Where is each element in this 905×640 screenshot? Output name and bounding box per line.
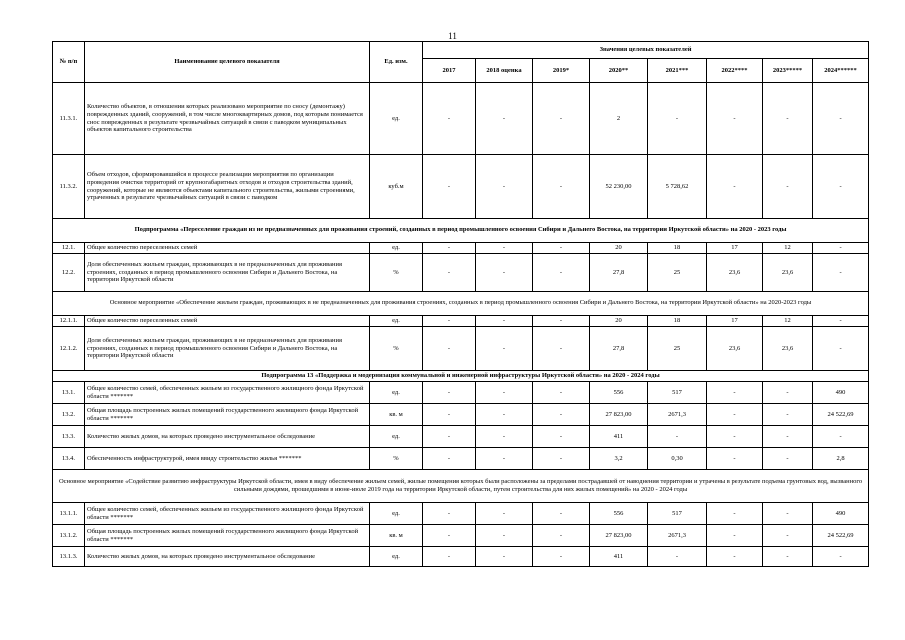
value-cell: - [707, 503, 763, 525]
value-cell: - [423, 155, 476, 219]
indicator-name: Общая площадь построенных жилых помещений государственного жилищного фонда Иркутской области ******* [85, 404, 370, 426]
section-row [53, 470, 869, 503]
indicator-name: Общее количество семей, обеспеченных жильем из государственного жилищного фонда Иркутской области ******* [85, 503, 370, 525]
value-cell: 27 823,00 [590, 525, 648, 547]
row-number: 11.3.1. [53, 83, 85, 155]
table-row [53, 327, 869, 371]
value-cell: - [423, 316, 476, 327]
value-cell: - [423, 426, 476, 448]
value-cell: - [707, 525, 763, 547]
value-cell: 25 [648, 327, 707, 371]
value-cell: - [533, 525, 590, 547]
year-header: 2018 оценка [476, 59, 533, 83]
value-cell: 23,6 [763, 327, 813, 371]
row-number: 12.1.1. [53, 316, 85, 327]
value-cell: - [763, 382, 813, 404]
section-title: Основное мероприятие «Обеспечение жильем граждан, проживающих в не предназначенных для проживания строениях, созданных в период промышленного освоения Сибири и Дальнего Востока, на территории Иркутской области» на 2020-2023 годы [53, 292, 869, 316]
value-cell: - [423, 448, 476, 470]
value-cell: - [707, 448, 763, 470]
value-cell: 27,8 [590, 327, 648, 371]
table-row [53, 243, 869, 254]
value-cell: 411 [590, 426, 648, 448]
value-cell: - [813, 316, 869, 327]
value-cell: 20 [590, 243, 648, 254]
value-cell: - [813, 243, 869, 254]
row-number: 12.1. [53, 243, 85, 254]
value-cell: - [763, 155, 813, 219]
value-cell: - [707, 382, 763, 404]
value-cell: - [813, 155, 869, 219]
year-header: 2019* [533, 59, 590, 83]
value-cell: - [813, 254, 869, 292]
targets-table [52, 41, 869, 567]
value-cell: 20 [590, 316, 648, 327]
value-cell: - [533, 155, 590, 219]
indicator-name: Общее количество семей, обеспеченных жильем из государственного жилищного фонда Иркутской области ******* [85, 382, 370, 404]
value-cell: 24 522,69 [813, 525, 869, 547]
value-cell: - [476, 503, 533, 525]
value-cell: - [763, 404, 813, 426]
value-cell: - [763, 426, 813, 448]
table-body [53, 83, 869, 567]
section-row [53, 292, 869, 316]
value-cell: - [423, 243, 476, 254]
value-cell: 52 230,00 [590, 155, 648, 219]
values-group-header: Значения целевых показателей [423, 42, 869, 59]
section-title: Основное мероприятие «Содействие развитию инфраструктуры Иркутской области, имея в виду обеспечение жильем семей, жилые помещения которых были расположены за пределами пострадавшей от наводнения территории и утрачены в результате подъема грунтовых вод, вызванного сильными дождями, прошедшими в июне-июле 2019 года на территории Иркутской области, путем строительства для них жилых помещений» на 2020 - 2024 годы [53, 470, 869, 503]
row-number: 13.1.1. [53, 503, 85, 525]
table-row [53, 426, 869, 448]
value-cell: 517 [648, 503, 707, 525]
value-cell: - [648, 547, 707, 567]
value-cell: 27,8 [590, 254, 648, 292]
value-cell: 5 728,62 [648, 155, 707, 219]
row-number: 13.3. [53, 426, 85, 448]
value-cell: 27 823,00 [590, 404, 648, 426]
value-cell: - [533, 382, 590, 404]
unit-cell: ед. [370, 243, 423, 254]
value-cell: - [476, 243, 533, 254]
value-cell: - [533, 503, 590, 525]
value-cell: - [533, 404, 590, 426]
row-number: 12.1.2. [53, 327, 85, 371]
unit-cell: кв. м [370, 525, 423, 547]
value-cell: 12 [763, 316, 813, 327]
row-number: 13.1.2. [53, 525, 85, 547]
row-number: 12.2. [53, 254, 85, 292]
row-number: 11.3.2. [53, 155, 85, 219]
value-cell: - [813, 327, 869, 371]
section-row [53, 371, 869, 382]
unit-cell: ед. [370, 547, 423, 567]
col-num-header: № п/п [53, 42, 85, 83]
table-row [53, 155, 869, 219]
value-cell: - [707, 83, 763, 155]
year-header: 2020** [590, 59, 648, 83]
row-number: 13.2. [53, 404, 85, 426]
value-cell: - [423, 83, 476, 155]
value-cell: - [476, 404, 533, 426]
value-cell: - [423, 254, 476, 292]
value-cell: 17 [707, 243, 763, 254]
value-cell: 18 [648, 243, 707, 254]
indicator-name: Количество жилых домов, на которых проведено инструментальное обследование [85, 426, 370, 448]
value-cell: - [763, 448, 813, 470]
value-cell: - [476, 254, 533, 292]
unit-cell: кв. м [370, 404, 423, 426]
value-cell: - [423, 382, 476, 404]
indicator-name: Общее количество переселенных семей [85, 243, 370, 254]
unit-cell: куб.м [370, 155, 423, 219]
unit-cell: % [370, 448, 423, 470]
table-row [53, 448, 869, 470]
value-cell: 0,30 [648, 448, 707, 470]
value-cell: - [423, 525, 476, 547]
value-cell: - [533, 316, 590, 327]
value-cell: - [533, 426, 590, 448]
value-cell: 23,6 [763, 254, 813, 292]
value-cell: - [423, 547, 476, 567]
value-cell: 17 [707, 316, 763, 327]
value-cell: - [533, 448, 590, 470]
value-cell: - [476, 547, 533, 567]
value-cell: - [423, 503, 476, 525]
value-cell: 556 [590, 503, 648, 525]
value-cell: 2671,3 [648, 404, 707, 426]
table-row [53, 382, 869, 404]
row-number: 13.1.3. [53, 547, 85, 567]
value-cell: 25 [648, 254, 707, 292]
unit-cell: % [370, 327, 423, 371]
value-cell: - [533, 327, 590, 371]
value-cell: 517 [648, 382, 707, 404]
unit-cell: % [370, 254, 423, 292]
table-row [53, 254, 869, 292]
indicator-name: Доля обеспеченных жильем граждан, проживающих в не предназначенных для проживания строениях, созданных в период промышленного освоения Сибири и Дальнего Востока, на территории Иркутской области [85, 254, 370, 292]
value-cell: - [763, 547, 813, 567]
value-cell: 2671,3 [648, 525, 707, 547]
value-cell: 2 [590, 83, 648, 155]
value-cell: - [476, 382, 533, 404]
value-cell: - [476, 83, 533, 155]
section-row [53, 219, 869, 243]
row-number: 13.4. [53, 448, 85, 470]
value-cell: 3,2 [590, 448, 648, 470]
year-header: 2021*** [648, 59, 707, 83]
value-cell: 18 [648, 316, 707, 327]
row-number: 13.1. [53, 382, 85, 404]
section-title: Подпрограмма 13 «Поддержка и модернизация коммунальной и инженерной инфраструктуры Иркутской области» на 2020 - 2024 годы [53, 371, 869, 382]
value-cell: - [476, 316, 533, 327]
table-row [53, 525, 869, 547]
value-cell: - [813, 426, 869, 448]
value-cell: - [423, 327, 476, 371]
unit-cell: ед. [370, 503, 423, 525]
value-cell: - [707, 404, 763, 426]
col-unit-header: Ед. изм. [370, 42, 423, 83]
table-row [53, 316, 869, 327]
value-cell: - [476, 155, 533, 219]
value-cell: - [707, 155, 763, 219]
value-cell: - [763, 83, 813, 155]
value-cell: - [476, 448, 533, 470]
value-cell: 24 522,69 [813, 404, 869, 426]
year-header: 2023***** [763, 59, 813, 83]
value-cell: 23,6 [707, 327, 763, 371]
value-cell: - [476, 426, 533, 448]
section-title: Подпрограмма «Переселение граждан из не предназначенных для проживания строений, созданных в период промышленного освоения Сибири и Дальнего Востока, на территории Иркутской области» на 2020 - 2023 годы [53, 219, 869, 243]
value-cell: - [533, 254, 590, 292]
value-cell: - [423, 404, 476, 426]
indicator-name: Количество жилых домов, на которых проведено инструментальное обследование [85, 547, 370, 567]
value-cell: - [707, 426, 763, 448]
value-cell: - [648, 426, 707, 448]
value-cell: - [533, 243, 590, 254]
value-cell: - [476, 525, 533, 547]
indicator-name: Обеспеченность инфраструктурой, имея ввиду строительство жилья ******* [85, 448, 370, 470]
value-cell: - [813, 547, 869, 567]
unit-cell: ед. [370, 426, 423, 448]
value-cell: 23,6 [707, 254, 763, 292]
value-cell: 490 [813, 382, 869, 404]
indicator-name: Количество объектов, в отношении которых реализовано мероприятие по сносу (демонтажу) поврежденных зданий, сооружений, в том числе многоквартирных домов, под которым понимается снос поврежденных в результате чрезвычайных ситуаций в связи с паводком муниципальных объектов капитального строительства [85, 83, 370, 155]
value-cell: - [648, 83, 707, 155]
unit-cell: ед. [370, 83, 423, 155]
table-row [53, 404, 869, 426]
unit-cell: ед. [370, 382, 423, 404]
value-cell: - [707, 547, 763, 567]
table-row [53, 547, 869, 567]
table-row [53, 503, 869, 525]
table-row [53, 83, 869, 155]
value-cell: - [763, 503, 813, 525]
unit-cell: ед. [370, 316, 423, 327]
value-cell: - [533, 547, 590, 567]
page-number: 11 [448, 31, 457, 41]
year-header: 2022**** [707, 59, 763, 83]
value-cell: 411 [590, 547, 648, 567]
value-cell: 2,8 [813, 448, 869, 470]
indicator-name: Общая площадь построенных жилых помещений государственного жилищного фонда Иркутской области ******* [85, 525, 370, 547]
value-cell: - [476, 327, 533, 371]
value-cell: - [813, 83, 869, 155]
indicator-name: Объем отходов, сформировавшийся в процессе реализации мероприятия по организации проведения очистки территорий от крупногабаритных отходов и отходов строительства зданий, сооружений, которые не являются объектами капитального строительства, жилыми строениями, утраченных в результате чрезвычайных ситуаций в связи с паводком [85, 155, 370, 219]
col-name-header: Наименование целевого показателя [85, 42, 370, 83]
indicator-name: Доля обеспеченных жильем граждан, проживающих в не предназначенных для проживания строениях, созданных в период промышленного освоения Сибири и Дальнего Востока, на территории Иркутской области [85, 327, 370, 371]
value-cell: 12 [763, 243, 813, 254]
value-cell: - [763, 525, 813, 547]
value-cell: 490 [813, 503, 869, 525]
value-cell: 556 [590, 382, 648, 404]
year-header: 2017 [423, 59, 476, 83]
indicator-name: Общее количество переселенных семей [85, 316, 370, 327]
value-cell: - [533, 83, 590, 155]
year-header: 2024****** [813, 59, 869, 83]
